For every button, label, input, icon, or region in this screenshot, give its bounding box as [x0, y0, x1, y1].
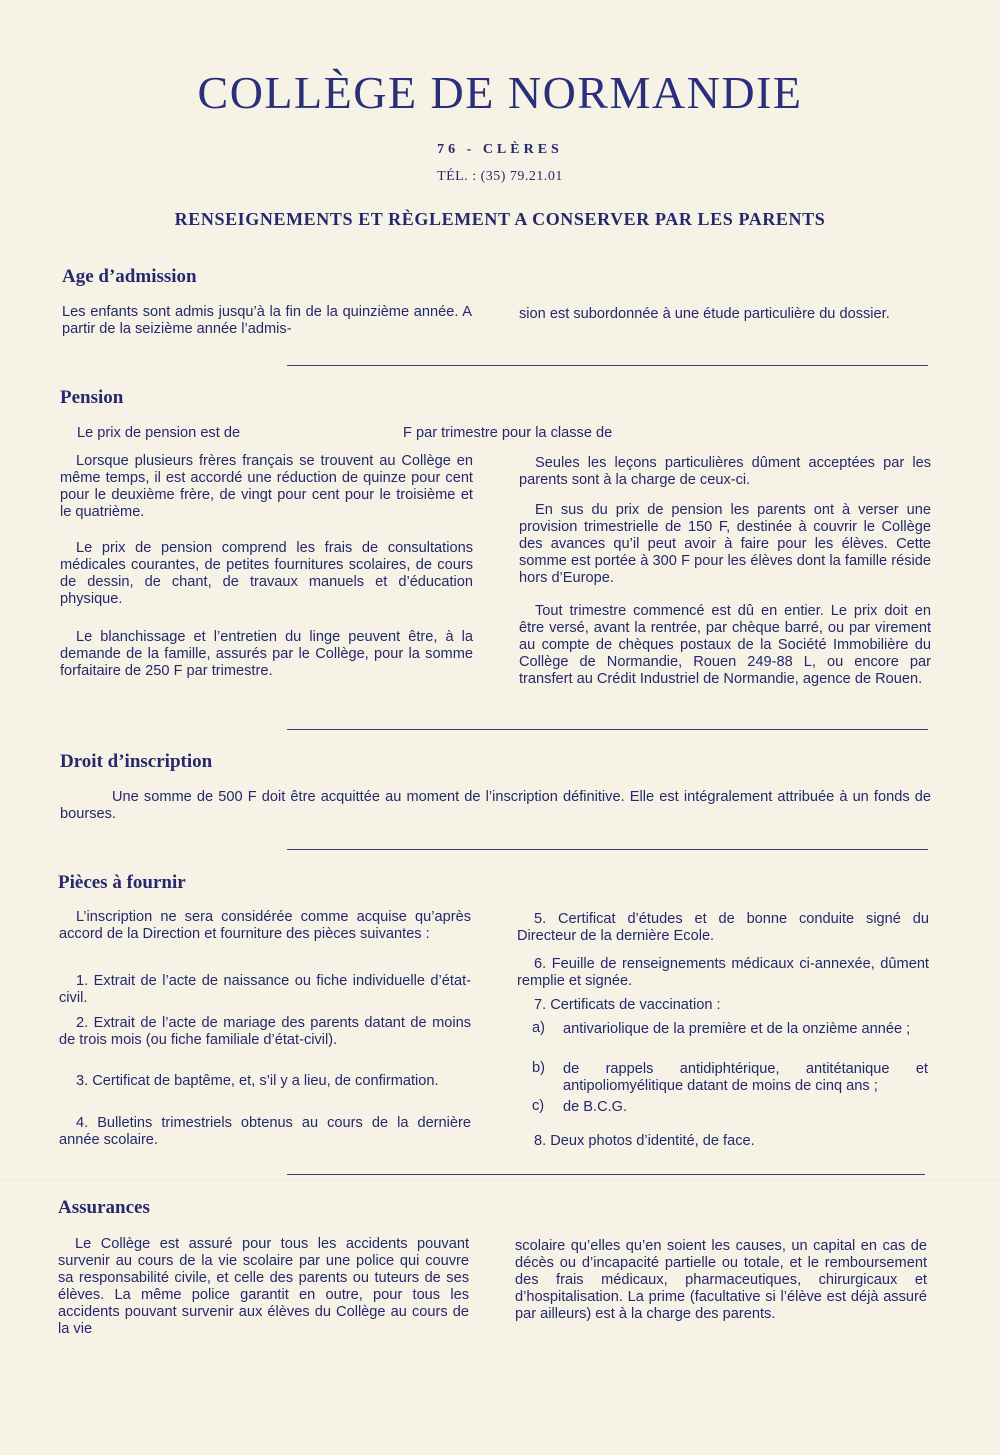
droit-text: Une somme de 500 F doit être acquittée au moment de l’inscription définitive. Elle est intégralement attribuée à un fonds de bourses.: [60, 789, 931, 822]
pension-paragraph: Seules les leçons particulières dûment acceptées par les parents sont à la charge de ceux-ci.: [519, 455, 931, 488]
section-divider: [287, 365, 928, 366]
age-text-right: sion est subordonnée à une étude particulière du dossier.: [519, 306, 890, 322]
document-subtitle: RENSEIGNEMENTS ET RÈGLEMENT A CONSERVER PAR LES PARENTS: [174, 209, 826, 229]
pension-price-label: Le prix de pension est de: [77, 425, 241, 441]
page-title: COLLÈGE DE NORMANDIE: [197, 67, 803, 118]
section-heading-pension: Pension: [60, 387, 124, 408]
list-item: 5. Certificat d’études et de bonne conduite signé du Directeur de la dernière Ecole.: [517, 911, 929, 944]
sub-item-label: b): [532, 1060, 545, 1076]
age-text-left: Les enfants sont admis jusqu’à la fin de la quinzième année. A partir de la seizième année l’admis-: [62, 304, 472, 337]
list-item: 1. Extrait de l’acte de naissance ou fiche individuelle d’état-civil.: [59, 973, 471, 1006]
section-divider: [287, 729, 928, 730]
list-item: 2. Extrait de l’acte de mariage des parents datant de moins de trois mois (ou fiche familiale d’état-civil).: [59, 1015, 471, 1048]
list-item: 3. Certificat de baptême, et, s’il y a lieu, de confirmation.: [76, 1073, 439, 1089]
assurances-text-right: scolaire qu’elles qu’en soient les causes, un capital en cas de décès ou d’incapacité partielle ou totale, et le remboursement des frais médicaux, pharmaceutiques, chirurgicaux et d’hospitalisation. La prime (facultative si l’élève est déjà assuré par ailleurs) est à la charge des parents.: [515, 1238, 927, 1322]
list-item: 7. Certificats de vaccination :: [534, 997, 721, 1013]
sub-item-label: a): [532, 1020, 545, 1036]
list-item: 8. Deux photos d’identité, de face.: [534, 1133, 755, 1149]
telephone: TÉL. : (35) 79.21.01: [437, 169, 563, 184]
section-divider: [287, 1174, 925, 1175]
sub-item-label: c): [532, 1098, 545, 1114]
list-item: antivariolique de la première et de la onzième année ;: [563, 1021, 911, 1037]
pieces-intro: L’inscription ne sera considérée comme acquise qu’après accord de la Direction et fourniture des pièces suivantes :: [59, 909, 471, 942]
paper-texture: [0, 1180, 1000, 1181]
list-item: 6. Feuille de renseignements médicaux ci-annexée, dûment remplie et signée.: [517, 956, 929, 989]
pension-paragraph: Tout trimestre commencé est dû en entier. Le prix doit en être versé, avant la rentrée, par chèque barré, ou par virement au compte de chèques postaux de la Société Immobilière du Collège de Normandie, Rouen 249-88 L, ou encore par transfert au Crédit Industriel de Normandie, agence de Rouen.: [519, 603, 931, 687]
assurances-text-left: Le Collège est assuré pour tous les accidents pouvant survenir au cours de la vie scolaire par une police qui couvre sa responsabilité civile, et celle des parents ou tuteurs de ses élèves. La même police garantit en outre, pour tous les accidents pouvant survenir aux élèves du Collège au cours de la vie: [58, 1236, 469, 1337]
list-item: de B.C.G.: [563, 1099, 628, 1115]
pension-paragraph: Le prix de pension comprend les frais de consultations médicales courantes, de petites fournitures scolaires, de cours de dessin, de chant, de travaux manuels et d’éducation physique.: [60, 540, 473, 607]
list-item: 4. Bulletins trimestriels obtenus au cours de la dernière année scolaire.: [59, 1115, 471, 1148]
section-heading-assurances: Assurances: [58, 1197, 150, 1218]
pension-paragraph: En sus du prix de pension les parents ont à verser une provision trimestrielle de 150 F, destinée à couvrir le Collège des avances qu’il peut avoir à faire pour les élèves. Cette somme est portée à 300 F pour les élèves dont la famille réside hors d’Europe.: [519, 502, 931, 586]
pension-paragraph: Lorsque plusieurs frères français se trouvent au Collège en même temps, il est accordé une réduction de quinze pour cent pour le deuxième frère, de vingt pour cent pour le troisième et le quatrième.: [60, 453, 473, 520]
section-heading-droit: Droit d’inscription: [60, 751, 213, 772]
pension-price-class-label: F par trimestre pour la classe de: [403, 425, 613, 441]
list-item: de rappels antidiphtérique, antitétanique et antipoliomyélitique datant de moins de cinq ans ;: [563, 1061, 928, 1094]
section-heading-age: Age d’admission: [62, 266, 197, 287]
section-divider: [287, 849, 928, 850]
address-city: 76 - CLÈRES: [437, 142, 563, 157]
pension-paragraph: Le blanchissage et l’entretien du linge peuvent être, à la demande de la famille, assurés par le Collège, pour la somme forfaitaire de 250 F par trimestre.: [60, 629, 473, 679]
section-heading-pieces: Pièces à fournir: [58, 872, 186, 893]
